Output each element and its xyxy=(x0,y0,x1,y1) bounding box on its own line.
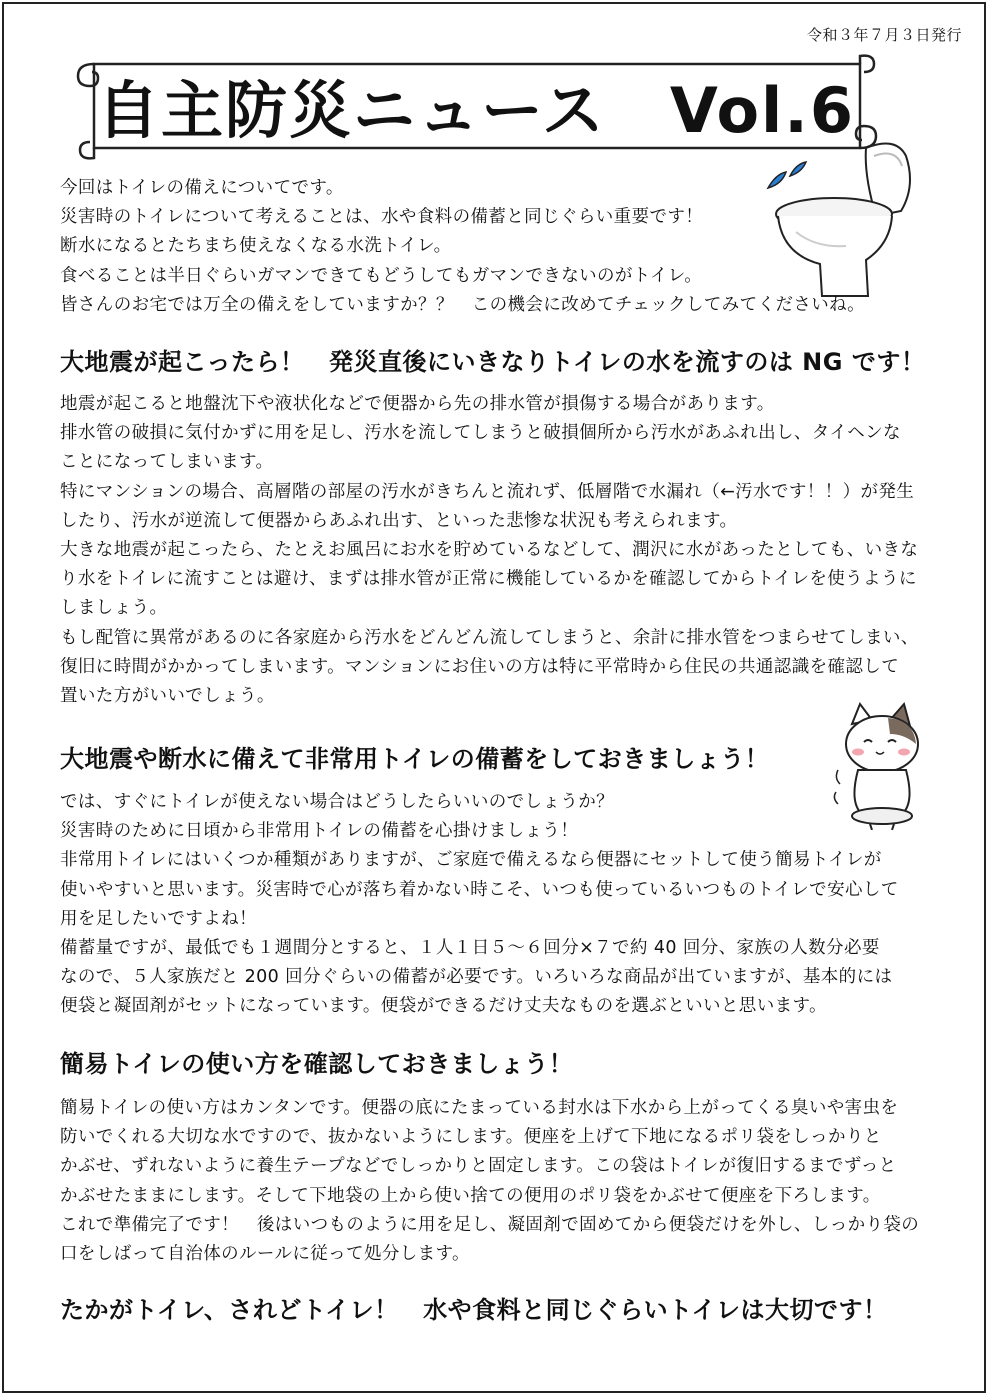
body-line: 非常用トイレにはいくつか種類がありますが、ご家庭で備えるなら便器にセットして使う簡易トイレが xyxy=(60,850,882,871)
body-line: 地震が起こると地盤沈下や液状化などで便器から先の排水管が損傷する場合があります。 xyxy=(60,394,775,414)
intro-paragraph xyxy=(60,174,880,320)
section-heading-earthquake-flush: 大地震が起こったら！ 発災直後にいきなりトイレの水を流すのは NG です！ xyxy=(60,348,926,376)
body-line: なので、５人家族だと 200 回分ぐらいの備蓄が必要です。いろいろな商品が出ていますが、基本的には xyxy=(60,967,893,988)
body-line: り水をトイレに流すことは避け、まずは排水管が正常に機能しているかを確認してからトイレを使うように xyxy=(60,569,917,590)
body-line: 簡易トイレの使い方はカンタンです。便器の底にたまっている封水は下水から上がってくる臭いや害虫を xyxy=(60,1098,899,1118)
body-line: 災害時のために日頃から非常用トイレの備蓄を心掛けましょう！ xyxy=(60,821,579,842)
body-line: したり、汚水が逆流して便器からあふれ出す、といった悲惨な状況も考えられます。 xyxy=(60,510,738,531)
body-line: これで準備完了です！ 後はいつものように用を足し、凝固剤で固めてから便袋だけを外し、しっかり袋の xyxy=(60,1214,920,1235)
intro-line: 食べることは半日ぐらいガマンできてもどうしてもガマンできないのがトイレ。 xyxy=(60,265,703,286)
closing-statement: たかがトイレ、されどトイレ！ 水や食料と同じぐらいトイレは大切です！ xyxy=(60,1296,888,1324)
body-line: 使いやすいと思います。災害時で心が落ち着かない時こそ、いつも使っているいつものトイレで安心して xyxy=(60,879,899,900)
intro-line: 災害時のトイレについて考えることは、水や食料の備蓄と同じぐらい重要です！ xyxy=(60,207,704,228)
body-line: 便袋と凝固剤がセットになっています。便袋ができるだけ丈夫なものを選ぶといいと思います。 xyxy=(60,996,827,1017)
body-line: 防いでくれる大切な水ですので、抜かないようにします。便座を上げて下地になるポリ袋をしっかりと xyxy=(60,1127,882,1148)
section-body-emergency-toilet-stock xyxy=(60,788,940,1022)
body-line: では、すぐにトイレが使えない場合はどうしたらいいのでしょうか？ xyxy=(60,792,615,812)
body-line: 置いた方がいいでしょう。 xyxy=(60,686,275,707)
body-line: ことになってしまいます。 xyxy=(60,452,274,473)
intro-line: 皆さんのお宅では万全の備えをしていますか？？ この機会に改めてチェックしてみてくださいね。 xyxy=(60,294,865,315)
issue-date: 令和３年７月３日発行 xyxy=(806,26,962,44)
body-line: 大きな地震が起こったら、たとえお風呂にお水を貯めているなどして、潤沢に水があったとしても、いきな xyxy=(60,540,919,561)
body-line: 特にマンションの場合、高層階の部屋の汚水がきちんと流れず、低層階で水漏れ（←汚水です！！）が発生 xyxy=(60,481,915,502)
section-body-how-to-use xyxy=(60,1094,940,1269)
body-line: 復旧に時間がかかってしまいます。マンションにお住いの方は特に平常時から住民の共通認識を確認して xyxy=(60,656,900,677)
body-line: かぶせたままにします。そして下地袋の上から使い捨ての便用のポリ袋をかぶせて便座を下ろします。 xyxy=(60,1185,881,1206)
intro-line: 今回はトイレの備えについてです。 xyxy=(60,178,344,198)
section-heading-how-to-use: 簡易トイレの使い方を確認しておきましょう！ xyxy=(60,1050,574,1078)
body-line: 備蓄量ですが、最低でも１週間分とすると、１人１日５～６回分×７で約 40 回分、家族の人数分必要 xyxy=(60,938,880,959)
section-body-earthquake-flush xyxy=(60,390,940,711)
body-line: もし配管に異常があるのに各家庭から汚水をどんどん流してしまうと、余計に排水管をつまらせてしまい、 xyxy=(60,627,919,648)
intro-line: 断水になるとたちまち使えなくなる水洗トイレ。 xyxy=(60,236,452,257)
body-line: かぶせ、ずれないように養生テープなどでしっかりと固定します。この袋はトイレが復旧するまでずっと xyxy=(60,1156,897,1177)
section-heading-emergency-toilet-stock: 大地震や断水に備えて非常用トイレの備蓄をしておきましょう！ xyxy=(60,745,770,773)
body-line: しましょう。 xyxy=(60,598,168,619)
page-title: 自主防災ニュース Vol.6 xyxy=(96,74,856,147)
body-line: 口をしばって自治体のルールに従って処分します。 xyxy=(60,1244,470,1265)
body-line: 排水管の破損に気付かずに用を足し、汚水を流してしまうと破損個所から汚水があふれ出し、タイヘンな xyxy=(60,423,901,444)
body-line: 用を足したいですよね！ xyxy=(60,908,257,929)
